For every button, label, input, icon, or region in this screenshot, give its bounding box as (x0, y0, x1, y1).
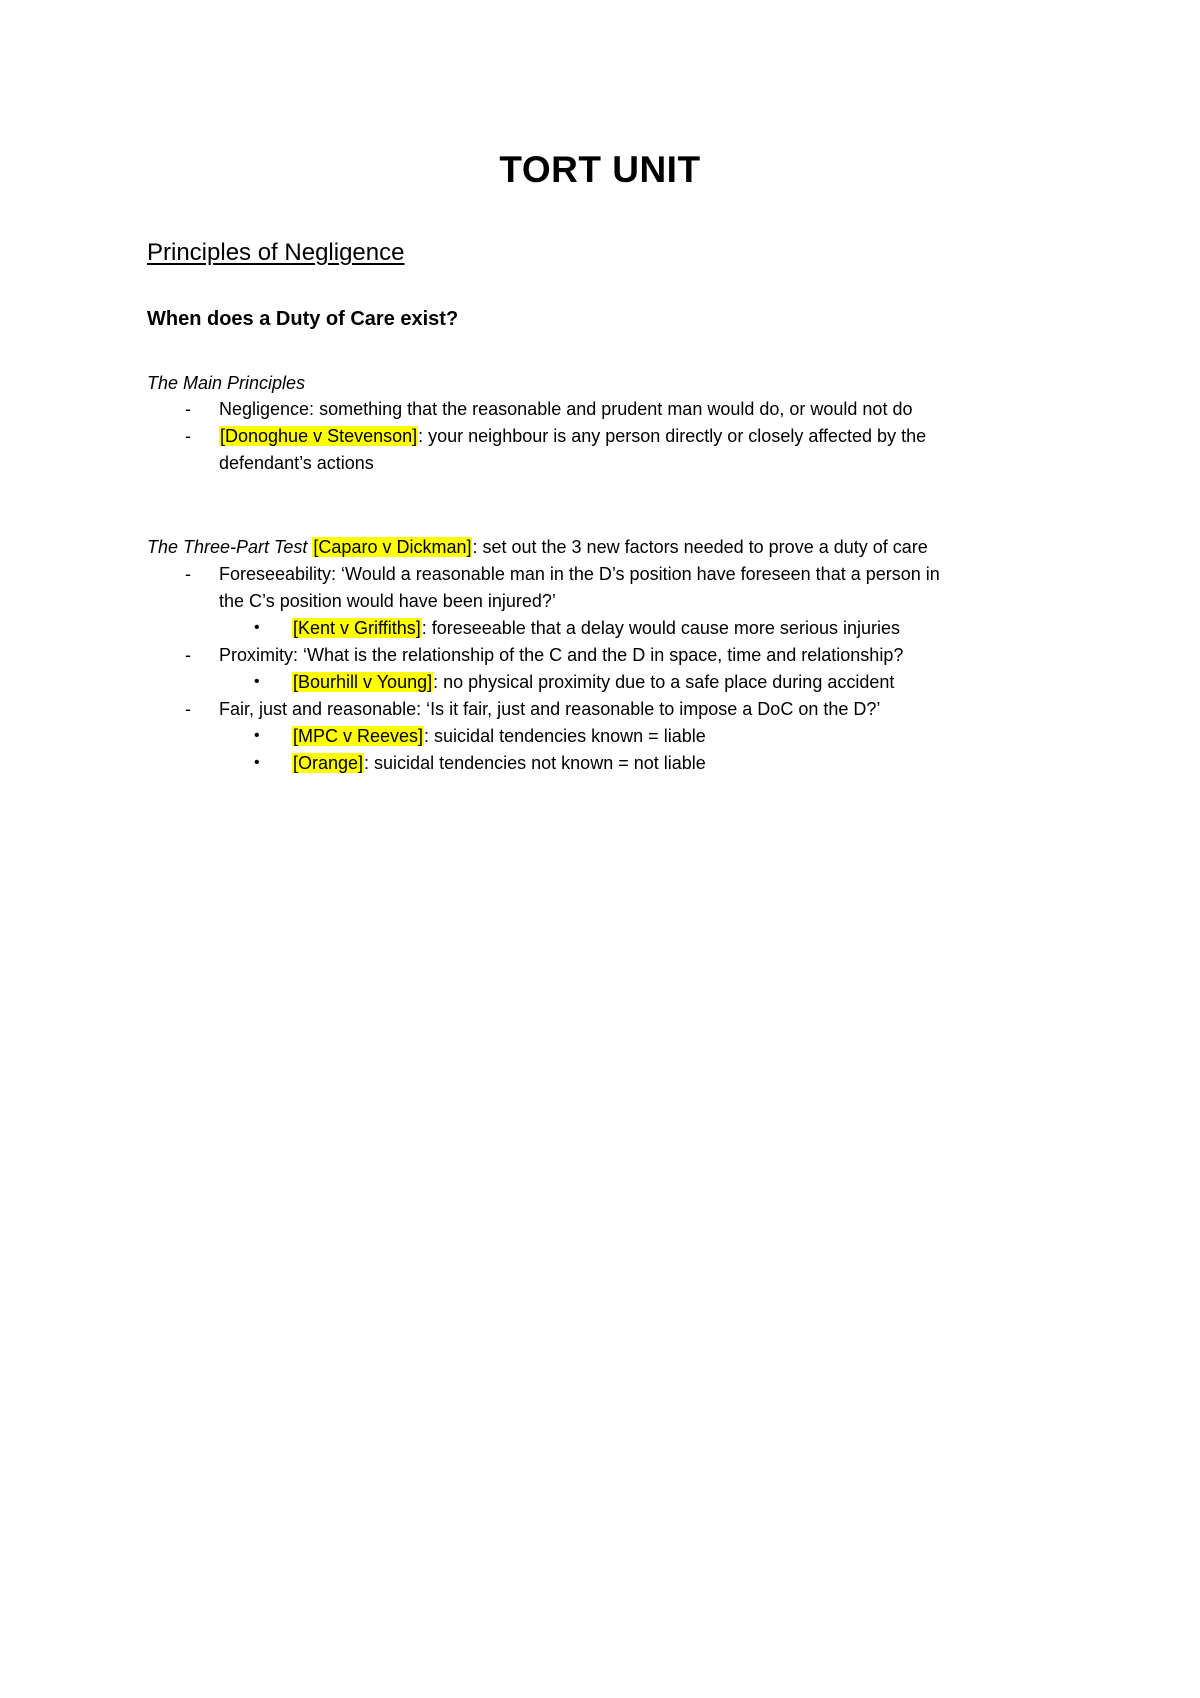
list-dash: - (185, 564, 191, 584)
question-heading: When does a Duty of Care exist? (147, 308, 459, 330)
case-citation: [Kent v Griffiths] (293, 618, 421, 638)
mpc-line (292, 724, 706, 748)
main-principles-label: The Main Principles (147, 373, 306, 393)
donoghue-line (219, 424, 926, 448)
bullet-point: • (254, 673, 260, 690)
foreseeability-line-continued: the C’s position would have been injured?’ (219, 591, 556, 611)
case-description: : your neighbour is any person directly or closely affected by the (418, 426, 927, 446)
three-part-test-description: : set out the 3 new factors needed to prove a duty of care (472, 537, 928, 557)
list-dash: - (185, 699, 191, 719)
case-citation: [Donoghue v Stevenson] (220, 426, 418, 446)
foreseeability-line: Foreseeability: ‘Would a reasonable man in the D’s position have foreseen that a person in (219, 564, 940, 584)
case-description: : suicidal tendencies known = liable (424, 726, 706, 746)
case-description: : no physical proximity due to a safe place during accident (433, 672, 895, 692)
section-heading: Principles of Negligence (147, 239, 405, 266)
donoghue-line-continued: defendant’s actions (219, 453, 374, 473)
case-citation: [Orange] (293, 753, 364, 773)
orange-line (292, 751, 706, 775)
bullet-point: • (254, 727, 260, 744)
fair-just-reasonable-line: Fair, just and reasonable: ‘Is it fair, just and reasonable to impose a DoC on the D?’ (219, 699, 881, 719)
kent-line (292, 616, 900, 640)
negligence-definition: Negligence: something that the reasonable and prudent man would do, or would not do (219, 399, 913, 419)
case-description: : suicidal tendencies not known = not liable (364, 753, 706, 773)
three-part-test-intro (147, 535, 928, 559)
bullet-point: • (254, 754, 260, 771)
case-citation: [MPC v Reeves] (293, 726, 424, 746)
bullet-point: • (254, 619, 260, 636)
case-description: : foreseeable that a delay would cause more serious injuries (421, 618, 900, 638)
case-citation: [Bourhill v Young] (293, 672, 433, 692)
proximity-line: Proximity: ‘What is the relationship of the C and the D in space, time and relationship? (219, 645, 904, 665)
case-citation: [Caparo v Dickman] (313, 537, 472, 557)
document-title: TORT UNIT (499, 149, 701, 190)
three-part-test-label: The Three-Part Test (147, 537, 308, 557)
bourhill-line (292, 670, 894, 694)
list-dash: - (185, 426, 191, 446)
list-dash: - (185, 645, 191, 665)
list-dash: - (185, 399, 191, 419)
